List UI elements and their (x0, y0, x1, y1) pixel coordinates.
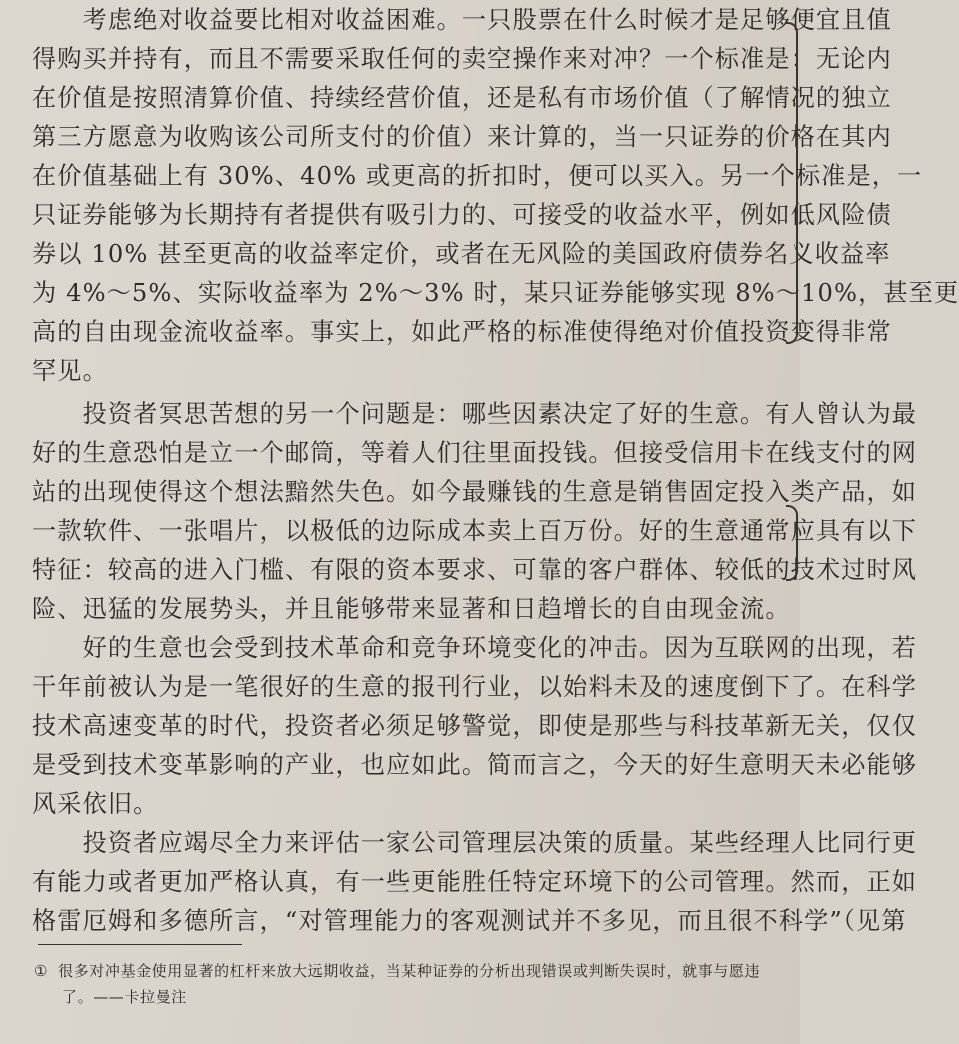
text-line: 得购买并持有，而且不需要采取任何的卖空操作来对冲？一个标准是：无论内 (32, 45, 892, 73)
text-line: 考虑绝对收益要比相对收益困难。一只股票在什么时候才是足够便宜且值 (32, 6, 892, 34)
margin-bracket-mark (786, 505, 798, 581)
text-line: 站的出现使得这个想法黯然失色。如今最赚钱的生意是销售固定投入类产品，如 (32, 478, 918, 506)
text-line: 好的生意也会受到技术革命和竞争环境变化的冲击。因为互联网的出现，若 (32, 634, 918, 662)
text-line: 是受到技术变革影响的产业，也应如此。简而言之，今天的好生意明天未必能够 (32, 751, 918, 779)
text-line: 格雷厄姆和多德所言，“对管理能力的客观测试并不多见，而且很不科学”（见第 (32, 907, 907, 935)
text-line: 只证券能够为长期持有者提供有吸引力的、可接受的收益水平，例如低风险债 (32, 201, 892, 229)
text-line: 险、迅猛的发展势头，并且能够带来显著和日趋增长的自由现金流。 (32, 595, 791, 623)
paragraph-2 (32, 395, 918, 629)
footnote (34, 958, 784, 1010)
footnote-line: 了。——卡拉曼注 (62, 988, 187, 1006)
text-line: 风采依旧。 (32, 790, 159, 818)
text-line: 投资者冥思苦想的另一个问题是：哪些因素决定了好的生意。有人曾认为最 (32, 400, 918, 428)
text-line: 为 4%～5%、实际收益率为 2%～3% 时，某只证券能够实现 8%～10%，甚至更 (32, 279, 959, 307)
footnote-divider (38, 944, 242, 945)
text-line: 在价值基础上有 30%、40% 或更高的折扣时，便可以买入。另一个标准是，一 (32, 162, 923, 190)
footnote-text: 很多对冲基金使用显著的杠杆来放大远期收益，当某种证券的分析出现错误或判断失误时，就事与愿违 (58, 962, 761, 980)
text-line: 投资者应竭尽全力来评估一家公司管理层决策的质量。某些经理人比同行更 (32, 829, 918, 857)
footnote-marker: ① (34, 962, 49, 980)
paragraph-4 (32, 824, 918, 941)
text-line: 券以 10% 甚至更高的收益率定价，或者在无风险的美国政府债券名义收益率 (32, 240, 891, 268)
footnote-line (34, 958, 784, 984)
text-line: 高的自由现金流收益率。事实上，如此严格的标准使得绝对价值投资变得非常 (32, 318, 892, 346)
text-line: 好的生意恐怕是立一个邮筒，等着人们往里面投钱。但接受信用卡在线支付的网 (32, 439, 918, 467)
text-line: 干年前被认为是一笔很好的生意的报刊行业，以始料未及的速度倒下了。在科学 (32, 673, 918, 701)
margin-bracket-mark (786, 22, 798, 344)
text-line: 第三方愿意为收购该公司所支付的价值）来计算的，当一只证券的价格在其内 (32, 123, 892, 151)
text-line: 一款软件、一张唱片，以极低的边际成本卖上百万份。好的生意通常应具有以下 (32, 517, 918, 545)
text-line: 罕见。 (32, 357, 108, 385)
text-line: 有能力或者更加严格认真，有一些更能胜任特定环境下的公司管理。然而，正如 (32, 868, 918, 896)
text-line: 特征：较高的进入门槛、有限的资本要求、可靠的客户群体、较低的技术过时风 (32, 556, 918, 584)
text-line: 技术高速变革的时代，投资者必须足够警觉，即使是那些与科技革新无关，仅仅 (32, 712, 918, 740)
text-line: 在价值是按照清算价值、持续经营价值，还是私有市场价值（了解情况的独立 (32, 84, 892, 112)
paragraph-3 (32, 629, 918, 824)
paragraph-1 (32, 1, 959, 391)
